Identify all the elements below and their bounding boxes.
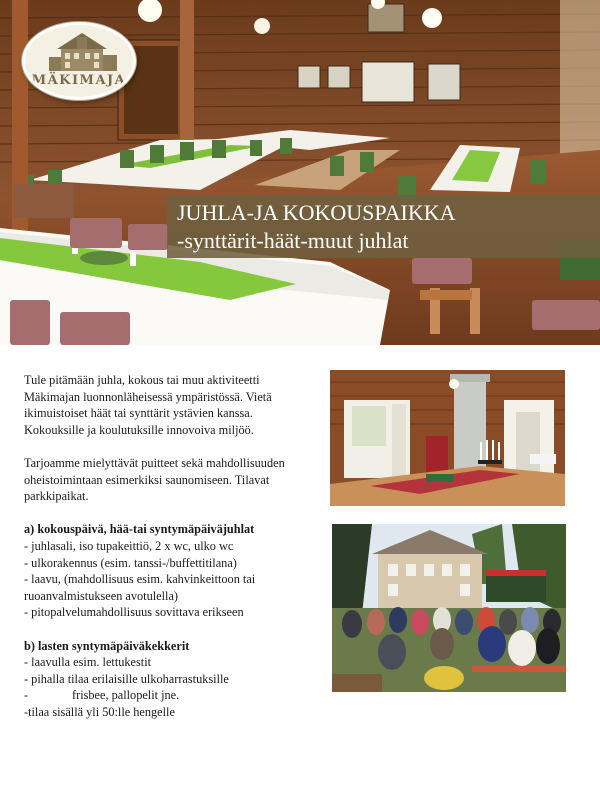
list-item: - ulkorakennus (esim. tanssi-/buffettitilana) [24, 555, 237, 570]
list-item: - juhlasali, iso tupakeittiö, 2 x wc, ulko wc [24, 538, 234, 553]
list-item: - pihalla tilaa erilaisille ulkoharrastuksille [24, 671, 229, 686]
room-photo [330, 370, 565, 506]
house-icon [25, 25, 136, 100]
list-item: -tilaa sisällä yli 50:lle hengelle [24, 704, 175, 719]
list-item: - pitopalvelumahdollisuus sovittava erikseen [24, 605, 244, 620]
main-content [24, 372, 314, 720]
page-title: JUHLA-JA KOKOUSPAIKKA [177, 200, 456, 225]
makimaja-logo[interactable] [22, 22, 136, 100]
outdoor-photo [332, 524, 566, 692]
list-item: - laavulla esim. lettukestit [24, 655, 152, 670]
logo-text: MÄKIMAJA [31, 73, 127, 88]
room-interior-image [330, 370, 565, 506]
intro-paragraph-2: Tarjoamme mielyttävät puitteet sekä mahdollisuuden oheistoimintaan esimerkiksi saunomiseen. Tilavat parkkipaikat. [24, 455, 285, 504]
section-b-list [24, 654, 314, 720]
list-item [24, 687, 314, 704]
section-a-heading: a) kokouspäivä, hää-tai syntymäpäiväjuhlat [24, 522, 255, 537]
intro-paragraph-1: Tule pitämään juhla, kokous tai muu aktiviteetti Mäkimajan luonnonläheisessä ympäristössä. Vietä ikimuistoiset häät tai synttärit ystävien kanssa. Kokouksille ja koulutuksille innovoiva miljöö. [24, 373, 272, 437]
section-b-heading: b) lasten syntymäpäiväkekkerit [24, 638, 190, 653]
list-dash: - [24, 688, 29, 703]
hero-photo [0, 0, 600, 345]
list-item: ruoanvalmistukseen avotulella) [24, 588, 179, 603]
list-item: - laavu, (mahdollisuus esim. kahvinkeittoon tai [24, 572, 256, 587]
outdoor-gathering-image [332, 524, 566, 692]
list-item-text: frisbee, pallopelit jne. [72, 688, 180, 703]
section-a-list [24, 538, 314, 621]
page-subtitle: -synttärit-häät-muut juhlat [177, 228, 409, 253]
title-banner [167, 195, 600, 258]
